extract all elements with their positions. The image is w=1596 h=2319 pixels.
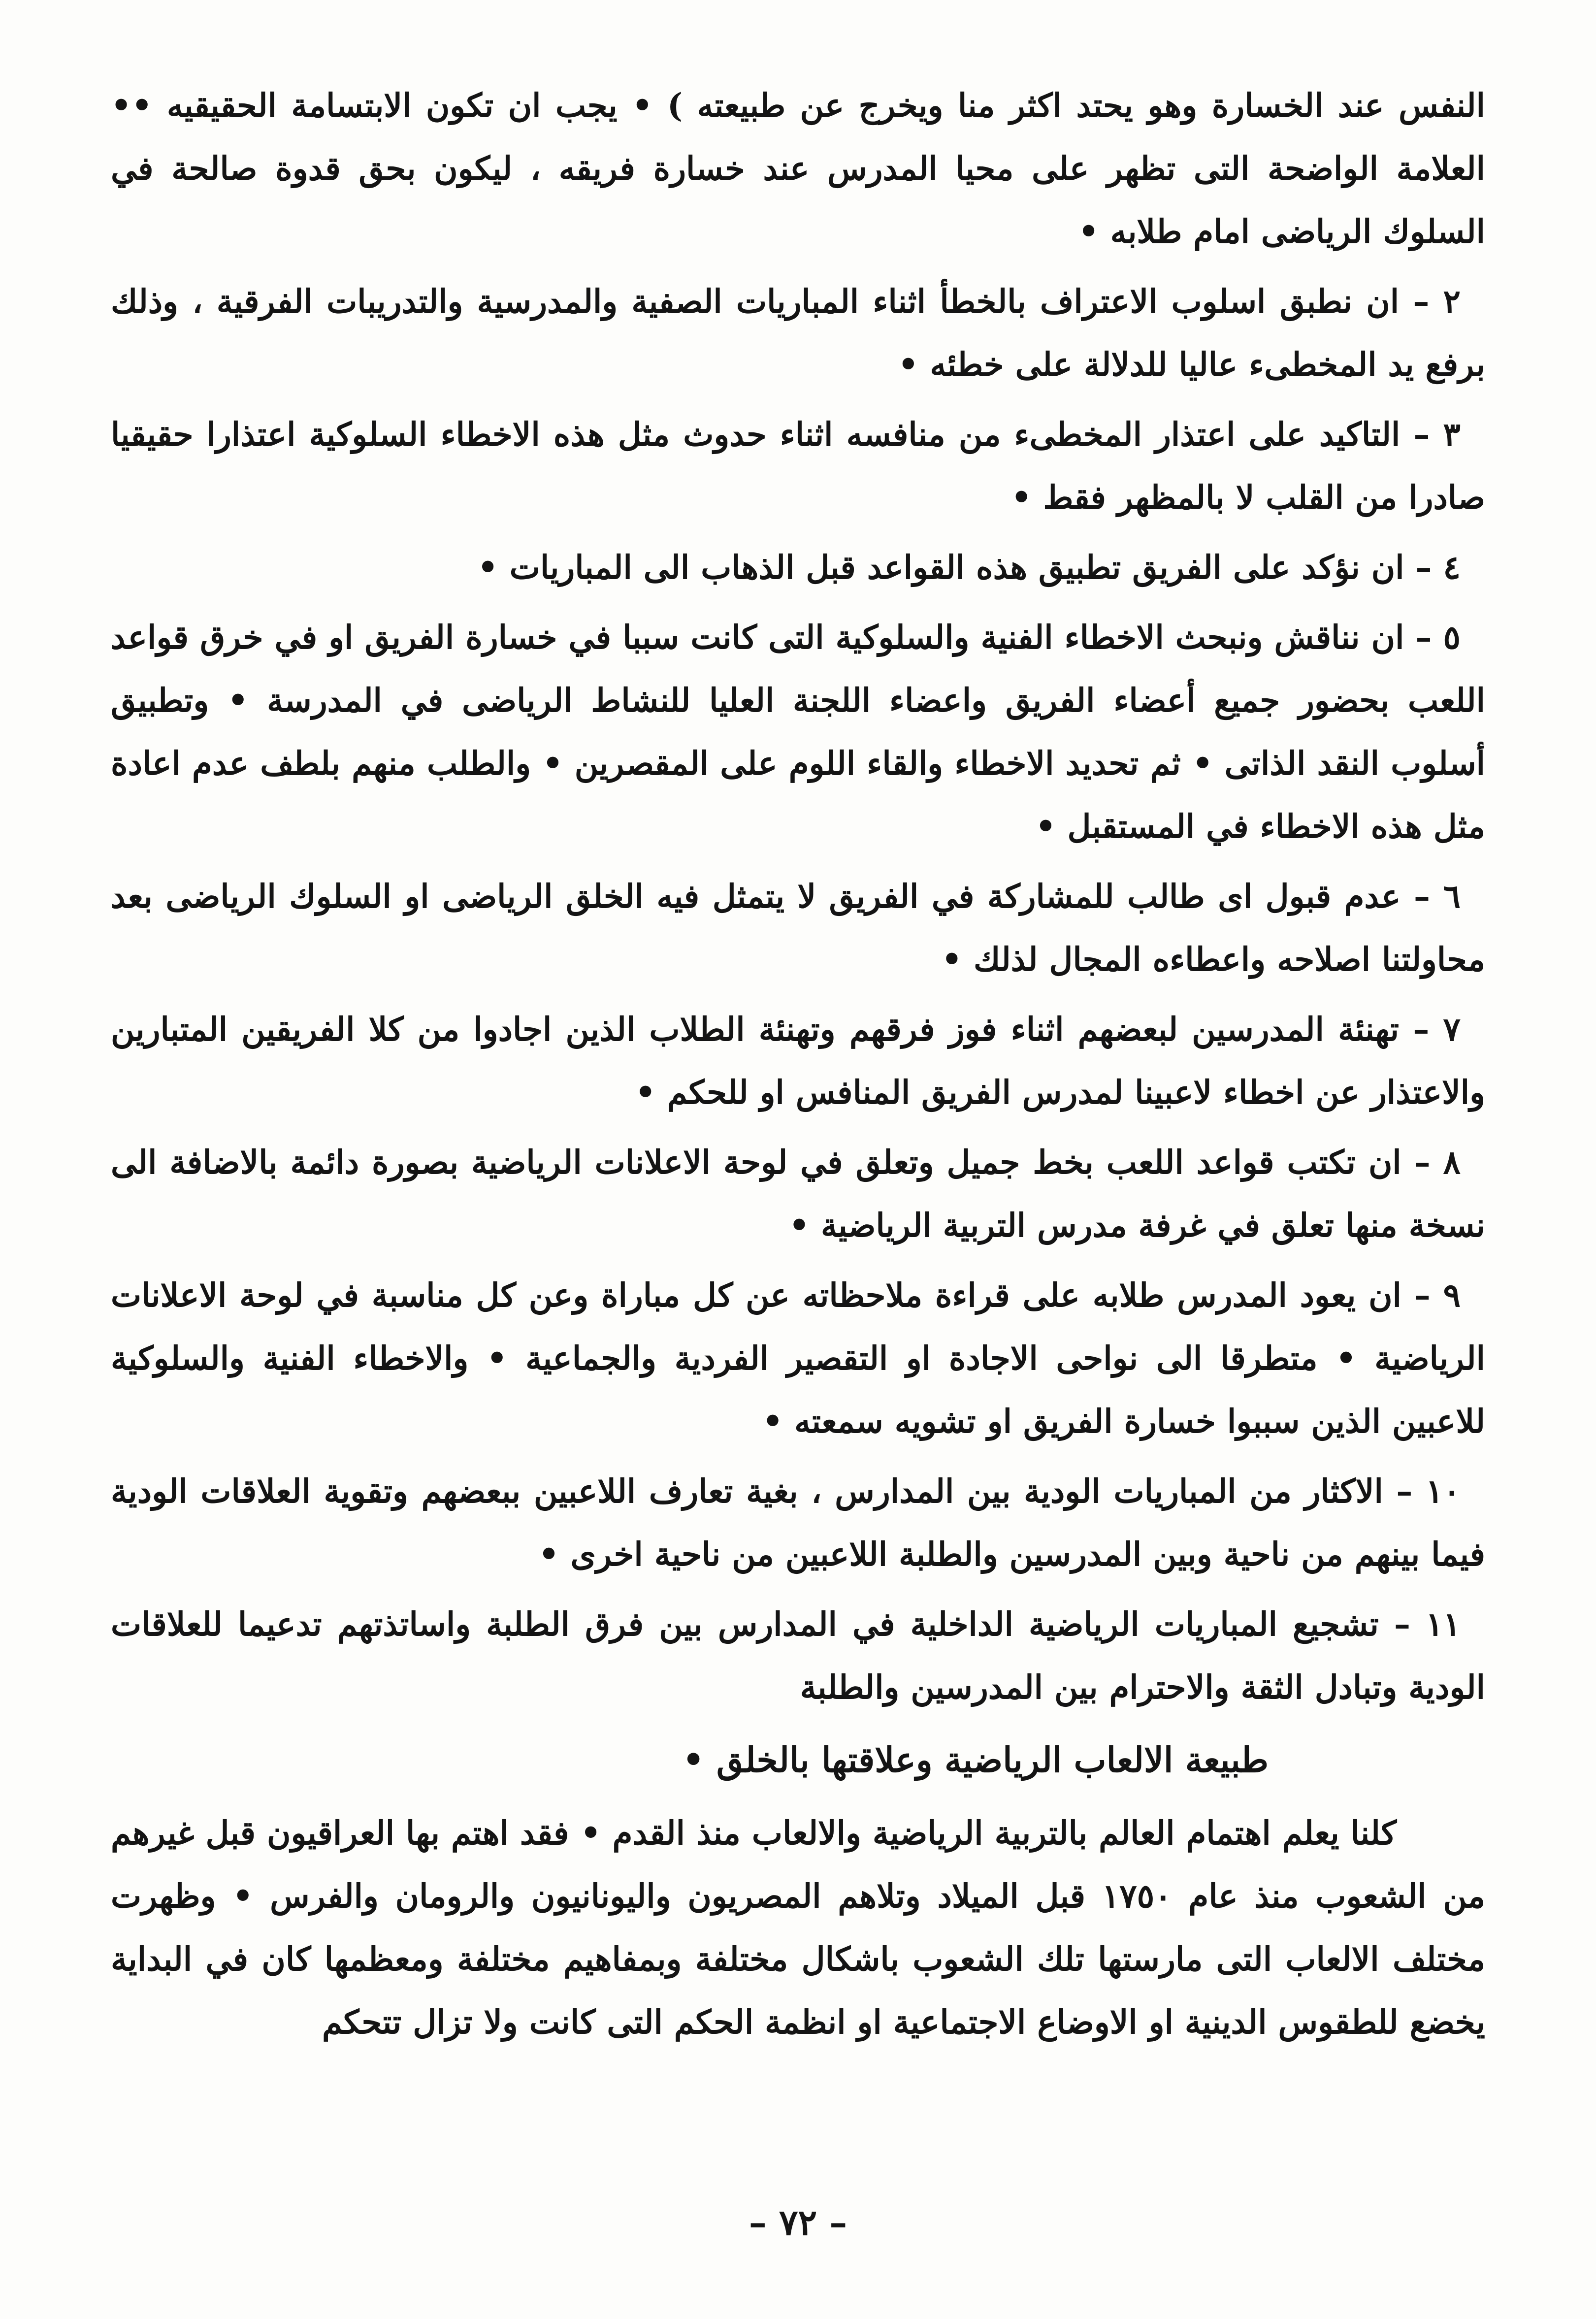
- list-item-10: ١٠ – الاكثار من المباريات الودية بين المدارس ، بغية تعارف اللاعبين ببعضهم وتقوية العلاقات الودية فيما بينهم من ناحية وبين المدرسين والطلبة اللاعبين من ناحية اخرى •: [111, 1472, 1485, 1573]
- list-item-5: ٥ – ان نناقش ونبحث الاخطاء الفنية والسلوكية التى كانت سببا في خسارة الفريق او في خرق قواعد اللعب بحضور جميع أعضاء الفريق واعضاء اللجنة العليا للنشاط الرياضى في المدرسة • وتطبيق أسلوب النقد الذاتى • ثم تحديد الاخطاء والقاء اللوم على المقصرين • والطلب منهم بلطف عدم اعادة مثل هذه الاخطاء في المستقبل •: [111, 618, 1485, 846]
- opening-paragraph: النفس عند الخسارة وهو يحتد اكثر منا ويخرج عن طبيعته ) • يجب ان تكون الابتسامة الحقيقيه •• العلامة الواضحة التى تظهر على محيا المدرس عند خسارة فريقه ، ليكون بحق قدوة صالحة في السلوك الرياضى امام طلابه •: [111, 86, 1485, 251]
- body-text: [111, 74, 1485, 2060]
- section-heading: طبيعة الالعاب الرياضية وعلاقتها بالخلق •: [682, 1739, 1269, 1780]
- list-item-2: ٢ – ان نطبق اسلوب الاعتراف بالخطأ اثناء المباريات الصفية والمدرسية والتدريبات الفرقية ، وذلك برفع يد المخطىء عاليا للدلالة على خطئه •: [111, 282, 1485, 384]
- list-item-7: ٧ – تهنئة المدرسين لبعضهم اثناء فوز فرقهم وتهنئة الطلاب الذين اجادوا من كلا الفريقين المتبارين والاعتذار عن اخطاء لاعبينا لمدرس الفريق المنافس او للحكم •: [111, 1010, 1485, 1111]
- list-item-11: ١١ – تشجيع المباريات الرياضية الداخلية في المدارس بين فرق الطلبة واساتذتهم تدعيما للعلاقات الودية وتبادل الثقة والاحترام بين المدرسين والطلبة: [111, 1605, 1485, 1706]
- list-item-8: ٨ – ان تكتب قواعد اللعب بخط جميل وتعلق في لوحة الاعلانات الرياضية بصورة دائمة بالاضافة الى نسخة منها تعلق في غرفة مدرس التربية الرياضية •: [111, 1143, 1485, 1244]
- section-paragraph: كلنا يعلم اهتمام العالم بالتربية الرياضية والالعاب منذ القدم • فقد اهتم بها العراقيون قبل غيرهم من الشعوب منذ عام ١٧٥٠ قبل الميلاد وتلاهم المصريون واليونانيون والرومان والفرس • وظهرت مختلف الالعاب التى مارستها تلك الشعوب باشكال مختلفة وبمفاهيم مختلفة ومعظمها كان في البداية يخضع للطقوس الدينية او الاوضاع الاجتماعية او انظمة الحكم التى كانت ولا تزال تتحكم: [111, 1814, 1485, 2041]
- list-item-9: ٩ – ان يعود المدرس طلابه على قراءة ملاحظاته عن كل مباراة وعن كل مناسبة في لوحة الاعلانات الرياضية • متطرقا الى نواحى الاجادة او التقصير الفردية والجماعية • والاخطاء الفنية والسلوكية للاعبين الذين سببوا خسارة الفريق او تشويه سمعته •: [111, 1276, 1485, 1440]
- list-item-6: ٦ – عدم قبول اى طالب للمشاركة في الفريق لا يتمثل فيه الخلق الرياضى او السلوك الرياضى بعد محاولتنا اصلاحه واعطاءه المجال لذلك •: [111, 877, 1485, 979]
- list-item-4: ٤ – ان نؤكد على الفريق تطبيق هذه القواعد قبل الذهاب الى المباريات •: [477, 548, 1461, 587]
- list-item-3: ٣ – التاكيد على اعتذار المخطىء من منافسه اثناء حدوث مثل هذه الاخطاء السلوكية اعتذارا حقيقيا صادرا من القلب لا بالمظهر فقط •: [111, 415, 1485, 517]
- page-number: – ٧٢ –: [749, 2201, 847, 2243]
